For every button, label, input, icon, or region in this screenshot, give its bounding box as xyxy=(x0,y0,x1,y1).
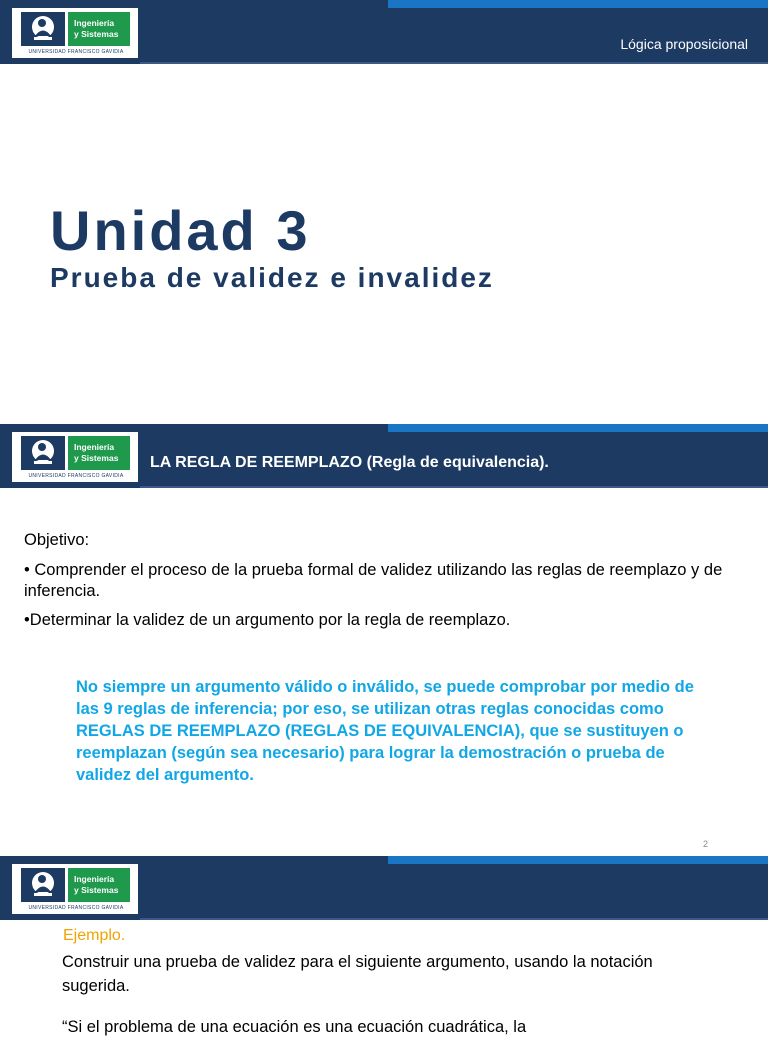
objective-item: •Determinar la validez de un argumento por la regla de reemplazo. xyxy=(24,611,511,629)
university-name: UNIVERSIDAD FRANCISCO GAVIDIA xyxy=(28,905,124,911)
example-label: Ejemplo. xyxy=(63,927,126,944)
unit-title: Unidad 3 xyxy=(50,199,311,262)
header-accent-stripe xyxy=(388,0,768,8)
header-accent-stripe xyxy=(388,856,768,864)
university-seal-icon xyxy=(21,436,65,470)
brand-line-2: y Sistemas xyxy=(74,885,119,895)
example-argument: “Si el problema de una ecuación es una ecuación cuadrática, la xyxy=(62,1018,527,1036)
header-divider xyxy=(140,486,768,488)
objective-label: Objetivo: xyxy=(24,531,90,549)
brand-line-1: Ingeniería xyxy=(74,874,115,884)
highlight-note: No siempre un argumento válido o inválido, se puede comprobar por medio de las 9 reglas de inferencia; por eso, se utilizan otras reglas conocidas como REGLAS DE REEMPLAZO (REGLAS DE EQUIVALENCIA), que se sustituyen o reemplazan (según sea necesario) para lograr la demostración o prueba de validez del argumento. xyxy=(76,678,694,784)
brand-line-1: Ingeniería xyxy=(74,442,115,452)
page-number: 2 xyxy=(702,839,708,849)
objective-section xyxy=(24,530,744,639)
brand-line-2: y Sistemas xyxy=(74,453,119,463)
university-logo xyxy=(12,864,138,914)
slide-2 xyxy=(0,424,768,852)
objective-item: • Comprender el proceso de la prueba formal de validez utilizando las reglas de reemplazo y de inferencia. xyxy=(24,561,723,600)
header-divider xyxy=(140,918,768,920)
brand-wordmark xyxy=(68,868,130,902)
slide-header-bar xyxy=(0,424,768,488)
brand-wordmark xyxy=(68,436,130,470)
university-seal-icon xyxy=(21,868,65,902)
university-seal-icon xyxy=(21,12,65,46)
university-name: UNIVERSIDAD FRANCISCO GAVIDIA xyxy=(28,49,124,55)
slide-title: LA REGLA DE REEMPLAZO (Regla de equivalencia). xyxy=(150,454,549,471)
slide-header-bar xyxy=(0,856,768,920)
unit-subtitle: Prueba de validez e invalidez xyxy=(50,262,494,293)
brand-line-1: Ingeniería xyxy=(74,18,115,28)
slide-header-bar xyxy=(0,0,768,64)
university-logo xyxy=(12,8,138,58)
slide-3 xyxy=(0,856,768,1036)
course-name: Lógica proposicional xyxy=(620,36,748,52)
slide-1 xyxy=(0,0,768,418)
example-instructions: Construir una prueba de validez para el siguiente argumento, usando la notación sugerida. xyxy=(62,953,653,995)
university-logo xyxy=(12,432,138,482)
brand-line-2: y Sistemas xyxy=(74,29,119,39)
header-accent-stripe xyxy=(388,424,768,432)
university-name: UNIVERSIDAD FRANCISCO GAVIDIA xyxy=(28,473,124,479)
brand-wordmark xyxy=(68,12,130,46)
header-divider xyxy=(140,62,768,64)
